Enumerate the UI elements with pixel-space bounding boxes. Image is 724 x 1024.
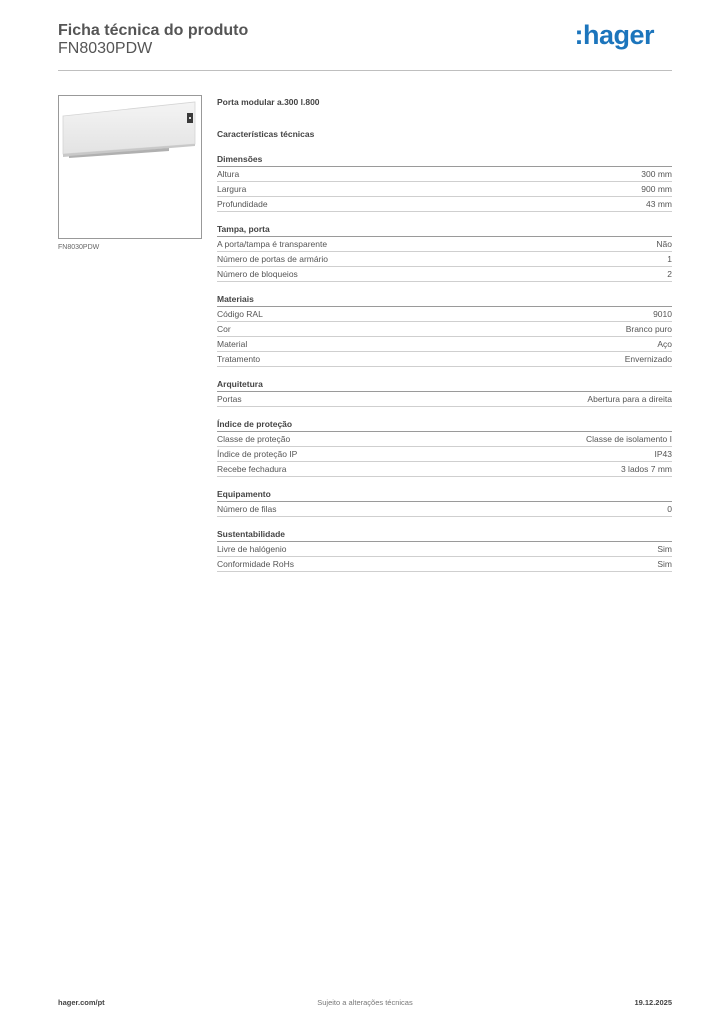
- footer-notice: Sujeito a alterações técnicas: [317, 998, 413, 1007]
- spec-value: 1: [667, 254, 672, 264]
- spec-row: [217, 197, 672, 212]
- group-title: Materiais: [217, 293, 672, 307]
- spec-row: [217, 267, 672, 282]
- document-title: Ficha técnica do produto: [58, 22, 249, 39]
- spec-row: [217, 337, 672, 352]
- spec-key: Conformidade RoHs: [217, 559, 295, 569]
- spec-key: Número de bloqueios: [217, 269, 298, 279]
- group-title: Equipamento: [217, 488, 672, 502]
- spec-row: [217, 462, 672, 477]
- specifications: [217, 96, 672, 572]
- spec-key: Código RAL: [217, 309, 263, 319]
- spec-key: Largura: [217, 184, 247, 194]
- spec-group-tampa-porta: [217, 223, 672, 282]
- spec-key: Classe de proteção: [217, 434, 291, 444]
- product-code: FN8030PDW: [58, 40, 153, 57]
- product-name: Porta modular a.300 l.800: [217, 97, 320, 107]
- spec-row: [217, 237, 672, 252]
- spec-row: [217, 392, 672, 407]
- spec-row: [217, 307, 672, 322]
- spec-group-equipamento: [217, 488, 672, 517]
- technical-characteristics-heading: Características técnicas: [217, 129, 315, 139]
- spec-value: Sim: [657, 544, 672, 554]
- spec-row: [217, 557, 672, 572]
- footer-date: 19.12.2025: [634, 998, 672, 1007]
- spec-value: Abertura para a direita: [587, 394, 672, 404]
- spec-row: [217, 447, 672, 462]
- spec-key: Número de filas: [217, 504, 277, 514]
- spec-value: IP43: [654, 449, 672, 459]
- spec-group-sustentabilidade: [217, 528, 672, 572]
- group-title: Índice de proteção: [217, 418, 672, 432]
- spec-row: [217, 432, 672, 447]
- spec-row: [217, 352, 672, 367]
- spec-key: Tratamento: [217, 354, 261, 364]
- spec-row: [217, 322, 672, 337]
- spec-key: Profundidade: [217, 199, 268, 209]
- spec-key: Portas: [217, 394, 242, 404]
- group-title: Dimensões: [217, 153, 672, 167]
- spec-row: [217, 182, 672, 197]
- spec-value: Classe de isolamento I: [586, 434, 672, 444]
- spec-value: 3 lados 7 mm: [620, 464, 672, 474]
- group-title: Tampa, porta: [217, 223, 672, 237]
- spec-group-indice-protecao: [217, 418, 672, 477]
- spec-key: Altura: [217, 169, 240, 179]
- spec-value: Branco puro: [625, 324, 672, 334]
- spec-key: Número de portas de armário: [217, 254, 329, 264]
- group-title: Arquitetura: [217, 378, 672, 392]
- spec-row: [217, 542, 672, 557]
- door-panel-icon: [59, 96, 201, 238]
- spec-value: Aço: [657, 339, 672, 349]
- spec-group-arquitetura: [217, 378, 672, 407]
- website-link[interactable]: hager.com/pt: [58, 998, 105, 1007]
- spec-key: Livre de halógenio: [217, 544, 287, 554]
- spec-key: Recebe fechadura: [217, 464, 287, 474]
- spec-row: [217, 502, 672, 517]
- logo-text: hager: [582, 20, 654, 50]
- spec-row: [217, 252, 672, 267]
- spec-key: Material: [217, 339, 248, 349]
- spec-value: 43 mm: [646, 199, 672, 209]
- spec-value: Envernizado: [624, 354, 672, 364]
- group-title: Sustentabilidade: [217, 528, 672, 542]
- image-caption: FN8030PDW: [58, 244, 100, 251]
- spec-group-dimensoes: [217, 153, 672, 212]
- spec-value: Sim: [657, 559, 672, 569]
- spec-key: Cor: [217, 324, 231, 334]
- spec-value: 9010: [653, 309, 672, 319]
- page-header: [58, 20, 672, 71]
- spec-value: 0: [667, 504, 672, 514]
- spec-value: 300 mm: [641, 169, 672, 179]
- spec-value: Não: [656, 239, 672, 249]
- spec-value: 900 mm: [641, 184, 672, 194]
- product-image: [58, 95, 202, 239]
- spec-value: 2: [667, 269, 672, 279]
- spec-group-materiais: [217, 293, 672, 367]
- spec-row: [217, 167, 672, 182]
- spec-key: Índice de proteção IP: [217, 449, 298, 459]
- hager-logo: :hager: [574, 20, 654, 50]
- spec-key: A porta/tampa é transparente: [217, 239, 328, 249]
